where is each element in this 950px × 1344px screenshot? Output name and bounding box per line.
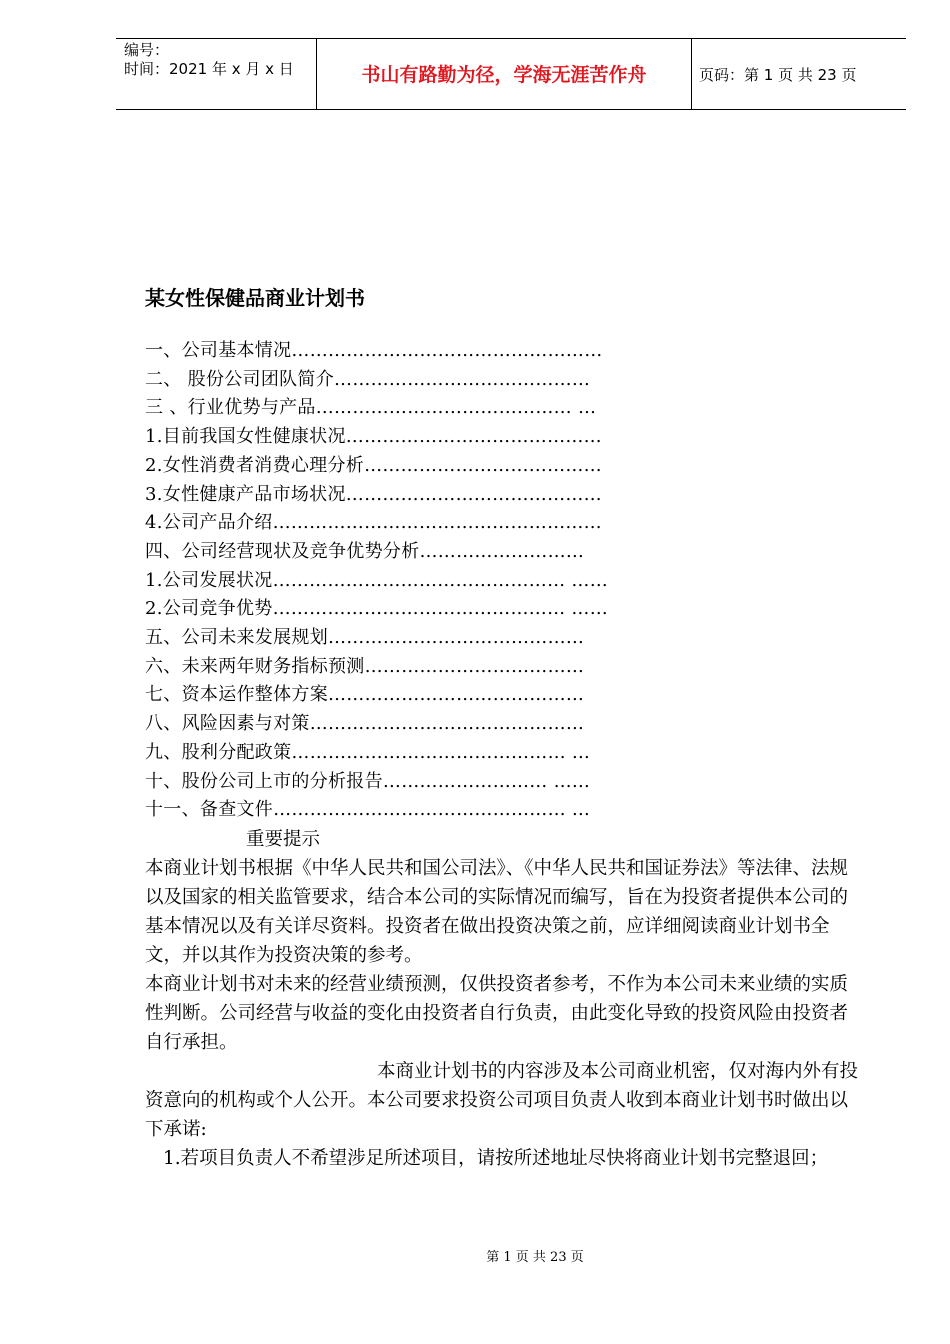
notice-paragraph: 本商业计划书对未来的经营业绩预测，仅供投资者参考，不作为本公司未来业绩的实质性判断。公司经营与收益的变化由投资者自行负责，由此变化导致的投资风险由投资者自行承担。 (145, 974, 849, 1053)
notice-section (145, 825, 863, 1173)
header-motto-cell (316, 39, 692, 109)
toc-item: 四、公司经营现状及竞争优势分析……………………… (145, 540, 585, 562)
toc-item: 4.公司产品介绍……………………………………………… (145, 512, 602, 534)
toc-item: 五、公司未来发展规划…………………………………… (145, 627, 585, 649)
toc-item: 三 、行业优势与产品…………………………………… … (145, 397, 597, 419)
toc-item: 八、风险因素与对策……………………………………… (145, 713, 585, 735)
toc-item: 1.公司发展状况………………………………………… …… (145, 569, 608, 591)
toc-item: 2.公司竞争优势………………………………………… …… (145, 598, 608, 620)
notice-paragraph: 本商业计划书的内容涉及本公司商业机密，仅对海内外有投资意向的机构或个人公开。本公司要求投资公司项目负责人收到本商业计划书时做出以下承诺: (145, 1061, 859, 1140)
toc-item: 十一、备查文件………………………………………… … (145, 799, 591, 821)
notice-list-item: 1.若项目负责人不希望涉足所述项目，请按所述地址尽快将商业计划书完整退回； (163, 1148, 829, 1169)
toc-item: 二、 股份公司团队简介…………………………………… (145, 368, 591, 390)
toc-item: 2.女性消费者消费心理分析………………………………… (145, 454, 602, 476)
toc-item: 九、股利分配政策……………………………………… … (145, 741, 591, 763)
header-motto: 书山有路勤为径，学海无涯苦作舟 (361, 64, 647, 86)
toc-item: 1.目前我国女性健康状况…………………………………… (145, 426, 602, 448)
header-table (116, 38, 906, 110)
notice-paragraph: 本商业计划书根据《中华人民共和国公司法》、《中华人民共和国证券法》等法律、法规以及国家的相关监管要求，结合本公司的实际情况而编写，旨在为投资者提供本公司的基本情况以及有关详尽资料。投资者在做出投资决策之前，应详细阅读商业计划书全文，并以其作为投资决策的参考。 (145, 858, 849, 966)
table-of-contents (145, 337, 765, 825)
toc-item: 六、未来两年财务指标预测……………………………… (145, 655, 585, 677)
header-page-info: 页码：第 1 页 共 23 页 (699, 65, 857, 84)
toc-item: 一、公司基本情况…………………………………………… (145, 340, 603, 361)
notice-heading: 重要提示 (246, 829, 321, 850)
header-meta (116, 39, 324, 109)
toc-item: 3.女性健康产品市场状况…………………………………… (145, 483, 602, 505)
time-label: 时间：2021 年 x 月 x 日 (124, 60, 294, 78)
page-footer: 第 1 页 共 23 页 (486, 1250, 584, 1265)
toc-item: 七、资本运作整体方案…………………………………… (145, 684, 585, 706)
document-title: 某女性保健品商业计划书 (145, 286, 365, 310)
doc-number-label: 编号： (124, 41, 170, 59)
toc-item: 十、股份公司上市的分析报告……………………… …… (145, 770, 591, 792)
